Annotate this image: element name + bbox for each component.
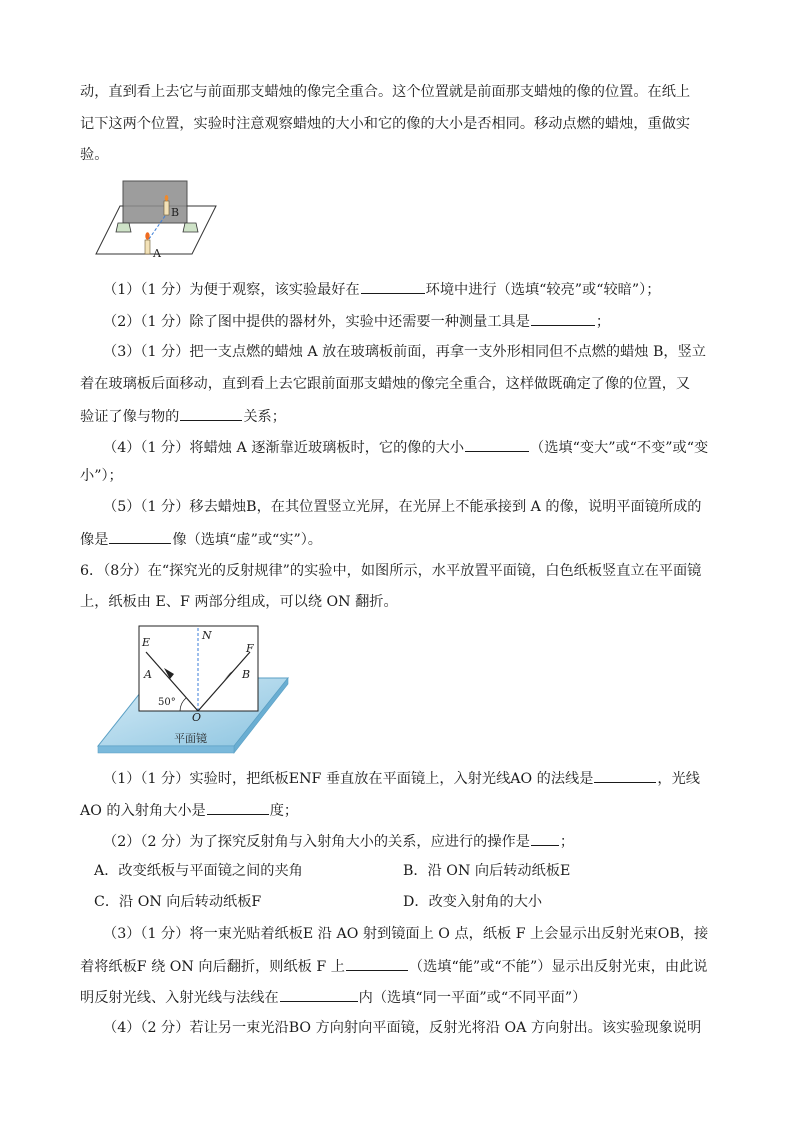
q5-part-5-line-1: （5）（1 分）移去蜡烛B，在其位置竖立光屏，在光屏上不能承接到 A 的像，说明平面镜所成的 (103, 499, 702, 515)
answer-blank[interactable] (465, 436, 529, 452)
option-d[interactable]: D．改变入射角的大小 (403, 894, 543, 910)
q5-part-3-line-1: （3）（1 分）把一支点燃的蜡烛 A 放在玻璃板前面，再拿一支外形相同但不点燃的蜡烛 B，竖立 (103, 344, 706, 360)
q5-part-4-line-1: （4）（1 分）将蜡烛 A 逐渐靠近玻璃板时，它的像的大小 （选填“变大”或“不变”或“变 (103, 436, 708, 458)
reflection-experiment-figure (94, 622, 292, 754)
label-a: A (144, 668, 152, 681)
q6-heading-line-2: 上，纸板由 E、F 两部分组成，可以绕 ON 翻折。 (80, 594, 398, 610)
answer-blank[interactable] (531, 310, 595, 326)
intro-line-2: 记下这两个位置，实验时注意观察蜡烛的大小和它的像的大小是否相同。移动点燃的蜡烛，重做实 (80, 116, 691, 132)
q6-part-3-line-1: （3）（1 分）将一束光贴着纸板E 沿 AO 射到镜面上 O 点，纸板 F 上会显示出反射光束OB，接 (103, 926, 709, 942)
label-f: F (246, 642, 254, 655)
q6-heading-line-1: 6．（8分）在“探究光的反射规律”的实验中，如图所示，水平放置平面镜，白色纸板竖直立在平面镜 (80, 563, 702, 579)
option-b[interactable]: B．沿 ON 向后转动纸板E (403, 863, 571, 879)
q5-part-3-line-3: 验证了像与物的 关系； (80, 405, 286, 427)
option-a[interactable]: A．改变纸板与平面镜之间的夹角 (94, 863, 303, 879)
q5-part-5-line-2: 像是 像（选填“虚”或“实”）。 (80, 528, 322, 550)
glass-plate-candle-figure (92, 176, 222, 261)
q6-part-1-line-2: AO 的入射角大小是 度； (80, 799, 298, 821)
answer-blank[interactable] (531, 830, 559, 846)
label-b: B (242, 668, 251, 681)
answer-blank[interactable] (280, 986, 358, 1002)
label-o: O (192, 711, 202, 724)
q5-part-3-line-2: 着在玻璃板后面移动，直到看上去它跟前面那支蜡烛的像完全重合，这样做既确定了像的位置，又 (80, 376, 691, 392)
label-a: A (153, 247, 161, 260)
q5-part-1: （1）（1 分）为便于观察，该实验最好在 环境中进行（选填“较亮”或“较暗”）； (103, 278, 660, 300)
q6-part-4-line-1: （4）（2 分）若让另一束光沿BO 方向射向平面镜，反射光将沿 OA 方向射出。该实验现象说明 (103, 1020, 702, 1036)
q6-part-3-line-3: 明反射光线、入射光线与法线在 内（选填“同一平面”或“不同平面”） (80, 986, 586, 1008)
intro-line-1: 动，直到看上去它与前面那支蜡烛的像完全重合。这个位置就是前面那支蜡烛的像的位置。在纸上 (80, 84, 691, 100)
answer-blank[interactable] (180, 405, 242, 421)
label-e: E (142, 636, 151, 649)
answer-blank[interactable] (594, 767, 656, 783)
q6-part-2: （2）（2 分）为了探究反射角与入射角大小的关系，应进行的操作是 ； (103, 830, 574, 852)
answer-blank[interactable] (207, 799, 269, 815)
answer-blank[interactable] (346, 955, 408, 971)
label-n: N (202, 629, 212, 642)
answer-blank[interactable] (109, 528, 171, 544)
q5-part-4-line-2: 小”）； (80, 468, 123, 484)
option-c[interactable]: C．沿 ON 向后转动纸板F (94, 894, 262, 910)
mirror-label: 平面镜 (174, 732, 207, 745)
intro-line-3: 验。 (80, 147, 109, 163)
angle-label: 50° (158, 697, 176, 708)
answer-blank[interactable] (361, 278, 425, 294)
q6-part-1-line-1: （1）（1 分）实验时，把纸板ENF 垂直放在平面镜上，入射光线AO 的法线是 ，光线 (103, 767, 700, 789)
q6-part-3-line-2: 着将纸板F 绕 ON 向后翻折，则纸板 F 上 （选填“能”或“不能”）显示出反射光束，由此说 (80, 955, 708, 977)
q5-part-2: （2）（1 分）除了图中提供的器材外，实验中还需要一种测量工具是 ； (103, 310, 610, 332)
label-b: B (171, 206, 180, 219)
